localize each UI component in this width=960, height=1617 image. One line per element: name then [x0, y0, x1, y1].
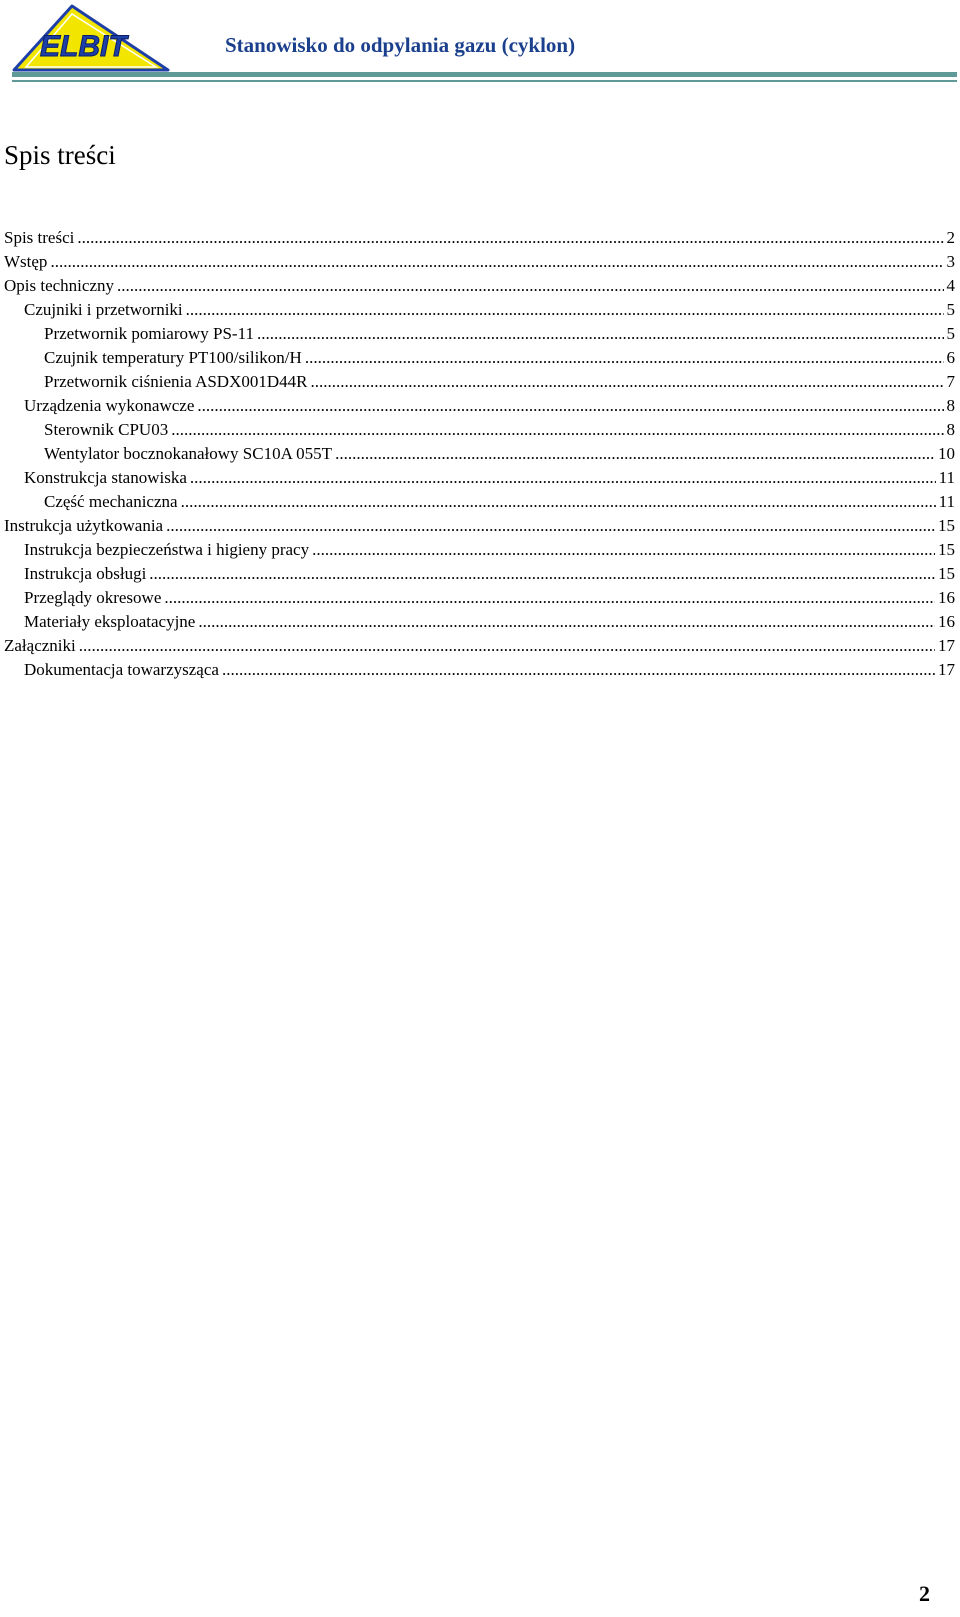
toc-entry-page: 8: [946, 396, 955, 415]
toc-dot-leader: [79, 634, 935, 658]
toc-dot-leader: [257, 322, 944, 346]
toc-dot-leader: [186, 298, 944, 322]
toc-entry-page: 5: [946, 324, 955, 343]
toc-dot-leader: [164, 586, 935, 610]
toc-entry-page: 15: [938, 564, 955, 583]
toc-entry-row: [24, 394, 955, 418]
toc-entry-page: 11: [938, 468, 955, 487]
toc-entry-row: [44, 370, 955, 394]
toc-dot-leader: [149, 562, 935, 586]
toc-dot-leader: [310, 370, 943, 394]
toc-entry[interactable]: [0, 394, 960, 418]
toc-entry-page: 16: [938, 588, 955, 607]
toc-dot-leader: [312, 538, 935, 562]
toc-entry-row: [24, 466, 955, 490]
toc-dot-leader: [77, 226, 943, 250]
toc-entry[interactable]: [0, 466, 960, 490]
toc-dot-leader: [181, 490, 936, 514]
toc-entry[interactable]: [0, 274, 960, 298]
toc-dot-leader: [305, 346, 944, 370]
toc-dot-leader: [171, 418, 943, 442]
toc-entry-label: Czujnik temperatury PT100/silikon/H: [44, 348, 302, 367]
header-rule-thick: [12, 72, 957, 77]
toc-entry-label: Przetwornik pomiarowy PS-11: [44, 324, 254, 343]
toc-dot-leader: [335, 442, 935, 466]
page-number: 2: [919, 1581, 930, 1606]
toc-entry-page: 5: [946, 300, 955, 319]
toc-entry-label: Instrukcja użytkowania: [4, 516, 164, 535]
toc-entry-label: Opis techniczny: [4, 276, 114, 295]
toc-entry-label: Przetwornik ciśnienia ASDX001D44R: [44, 372, 308, 391]
page-header: [0, 0, 960, 90]
toc-entry[interactable]: [0, 346, 960, 370]
elbit-logo-graphic: [10, 4, 170, 74]
toc-entry[interactable]: [0, 586, 960, 610]
toc-entry-page: 17: [938, 636, 955, 655]
toc-entry-label: Wentylator bocznokanałowy SC10A 055T: [44, 444, 333, 463]
toc-entry-page: 7: [946, 372, 955, 391]
toc-entry[interactable]: [0, 250, 960, 274]
toc-dot-leader: [197, 394, 943, 418]
document-title: Stanowisko do odpylania gazu (cyklon): [225, 33, 576, 57]
toc-entry[interactable]: [0, 442, 960, 466]
toc-entry-label: Sterownik CPU03: [44, 420, 169, 439]
toc-dot-leader: [198, 610, 935, 634]
toc-entry-page: 6: [946, 348, 955, 367]
toc-dot-leader: [166, 514, 935, 538]
toc-dot-leader: [190, 466, 936, 490]
toc-entry-label: Wstęp: [4, 252, 48, 271]
toc-entry-row: [44, 418, 955, 442]
toc-entry[interactable]: [0, 298, 960, 322]
toc-entry-row: [24, 658, 955, 682]
elbit-logo: [10, 4, 170, 74]
toc-entry-page: 17: [938, 660, 955, 679]
logo-text: ELBIT: [40, 30, 127, 63]
toc-dot-leader: [117, 274, 944, 298]
toc-entry-page: 15: [938, 540, 955, 559]
toc-entry[interactable]: [0, 418, 960, 442]
toc-entry-row: [4, 250, 955, 274]
toc-entry-label: Instrukcja obsługi: [24, 564, 147, 583]
toc-entry-page: 4: [946, 276, 955, 295]
toc-entry-row: [44, 490, 955, 514]
toc-entry-label: Urządzenia wykonawcze: [24, 396, 195, 415]
toc-entry[interactable]: [0, 370, 960, 394]
table-of-contents: [0, 226, 960, 682]
toc-entry[interactable]: [0, 610, 960, 634]
toc-entry-label: Dokumentacja towarzysząca: [24, 660, 219, 679]
header-rule-thin: [12, 80, 957, 82]
toc-dot-leader: [50, 250, 943, 274]
toc-entry-page: 11: [938, 492, 955, 511]
toc-entry[interactable]: [0, 226, 960, 250]
toc-entry-label: Załączniki: [4, 636, 76, 655]
toc-entry-page: 16: [938, 612, 955, 631]
toc-entry-row: [24, 562, 955, 586]
toc-entry-label: Spis treści: [4, 228, 75, 247]
toc-entry-row: [4, 226, 955, 250]
toc-entry[interactable]: [0, 658, 960, 682]
toc-entry[interactable]: [0, 562, 960, 586]
toc-entry-page: 2: [946, 228, 955, 247]
toc-entry[interactable]: [0, 514, 960, 538]
toc-entry-row: [44, 442, 955, 466]
toc-entry[interactable]: [0, 490, 960, 514]
toc-entry-page: 15: [938, 516, 955, 535]
toc-entry-label: Część mechaniczna: [44, 492, 178, 511]
toc-entry-row: [24, 586, 955, 610]
toc-entry-row: [24, 610, 955, 634]
toc-entry-label: Materiały eksploatacyjne: [24, 612, 196, 631]
toc-entry-row: [44, 322, 955, 346]
toc-dot-leader: [222, 658, 935, 682]
toc-entry[interactable]: [0, 322, 960, 346]
toc-entry-label: Przeglądy okresowe: [24, 588, 162, 607]
page-title: Spis treści: [4, 140, 116, 170]
toc-entry-label: Instrukcja bezpieczeństwa i higieny pracy: [24, 540, 310, 559]
toc-entry-row: [44, 346, 955, 370]
toc-entry-row: [24, 538, 955, 562]
toc-entry-row: [4, 514, 955, 538]
toc-entry-page: 10: [938, 444, 955, 463]
toc-entry-label: Konstrukcja stanowiska: [24, 468, 187, 487]
toc-entry-row: [4, 634, 955, 658]
toc-entry-page: 3: [946, 252, 955, 271]
toc-entry-label: Czujniki i przetworniki: [24, 300, 183, 319]
toc-entry[interactable]: [0, 634, 960, 658]
toc-entry-row: [4, 274, 955, 298]
toc-entry-page: 8: [946, 420, 955, 439]
toc-entry[interactable]: [0, 538, 960, 562]
toc-entry-row: [24, 298, 955, 322]
